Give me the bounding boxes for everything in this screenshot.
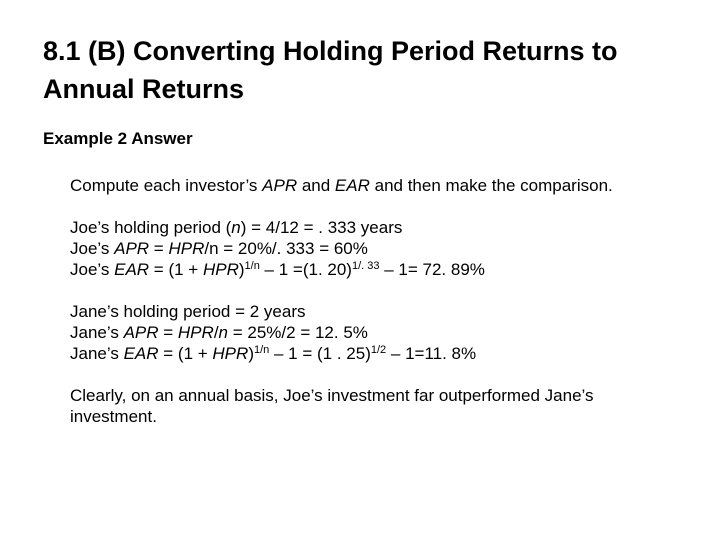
jane-holding-period-line: Jane’s holding period = 2 years <box>70 302 306 321</box>
exponent: 1/. 33 <box>351 260 380 272</box>
slide-title: 8.1 (B) Converting Holding Period Returns to Annual Returns <box>43 36 618 104</box>
slide-subtitle: Example 2 Answer <box>43 129 193 148</box>
spacer <box>70 364 690 385</box>
jane-ear-line: Jane’s EAR = (1 + HPR)$^{1/n}$ – 1 = (1 . 25)$^{1/2}$ – 1=11. 8% <box>70 344 477 363</box>
joe-holding-period-line: Joe’s holding period (n) = 4/12 = . 333 years <box>70 218 403 237</box>
exponent: 1/n <box>253 344 270 356</box>
spacer <box>70 196 690 217</box>
slide-body <box>70 175 690 427</box>
exponent: 1/n <box>244 260 260 272</box>
spacer <box>70 280 690 301</box>
joe-apr-line: Joe’s APR = HPR/n = 20%/. 333 = 60% <box>70 239 368 258</box>
exponent: 1/2 <box>370 344 387 356</box>
intro-line: Compute each investor’s APR and EAR and then make the comparison. <box>70 176 613 195</box>
jane-apr-line: Jane’s APR = HPR/n = 25%/2 = 12. 5% <box>70 323 368 342</box>
joe-ear-line: Joe’s EAR = (1 + HPR)$^{1/n}$ – 1 =(1. 20)$^{1/. 33}$ – 1= 72. 89% <box>70 260 485 279</box>
conclusion-text: Clearly, on an annual basis, Joe’s investment far outperformed Jane’s investment. <box>70 386 594 426</box>
